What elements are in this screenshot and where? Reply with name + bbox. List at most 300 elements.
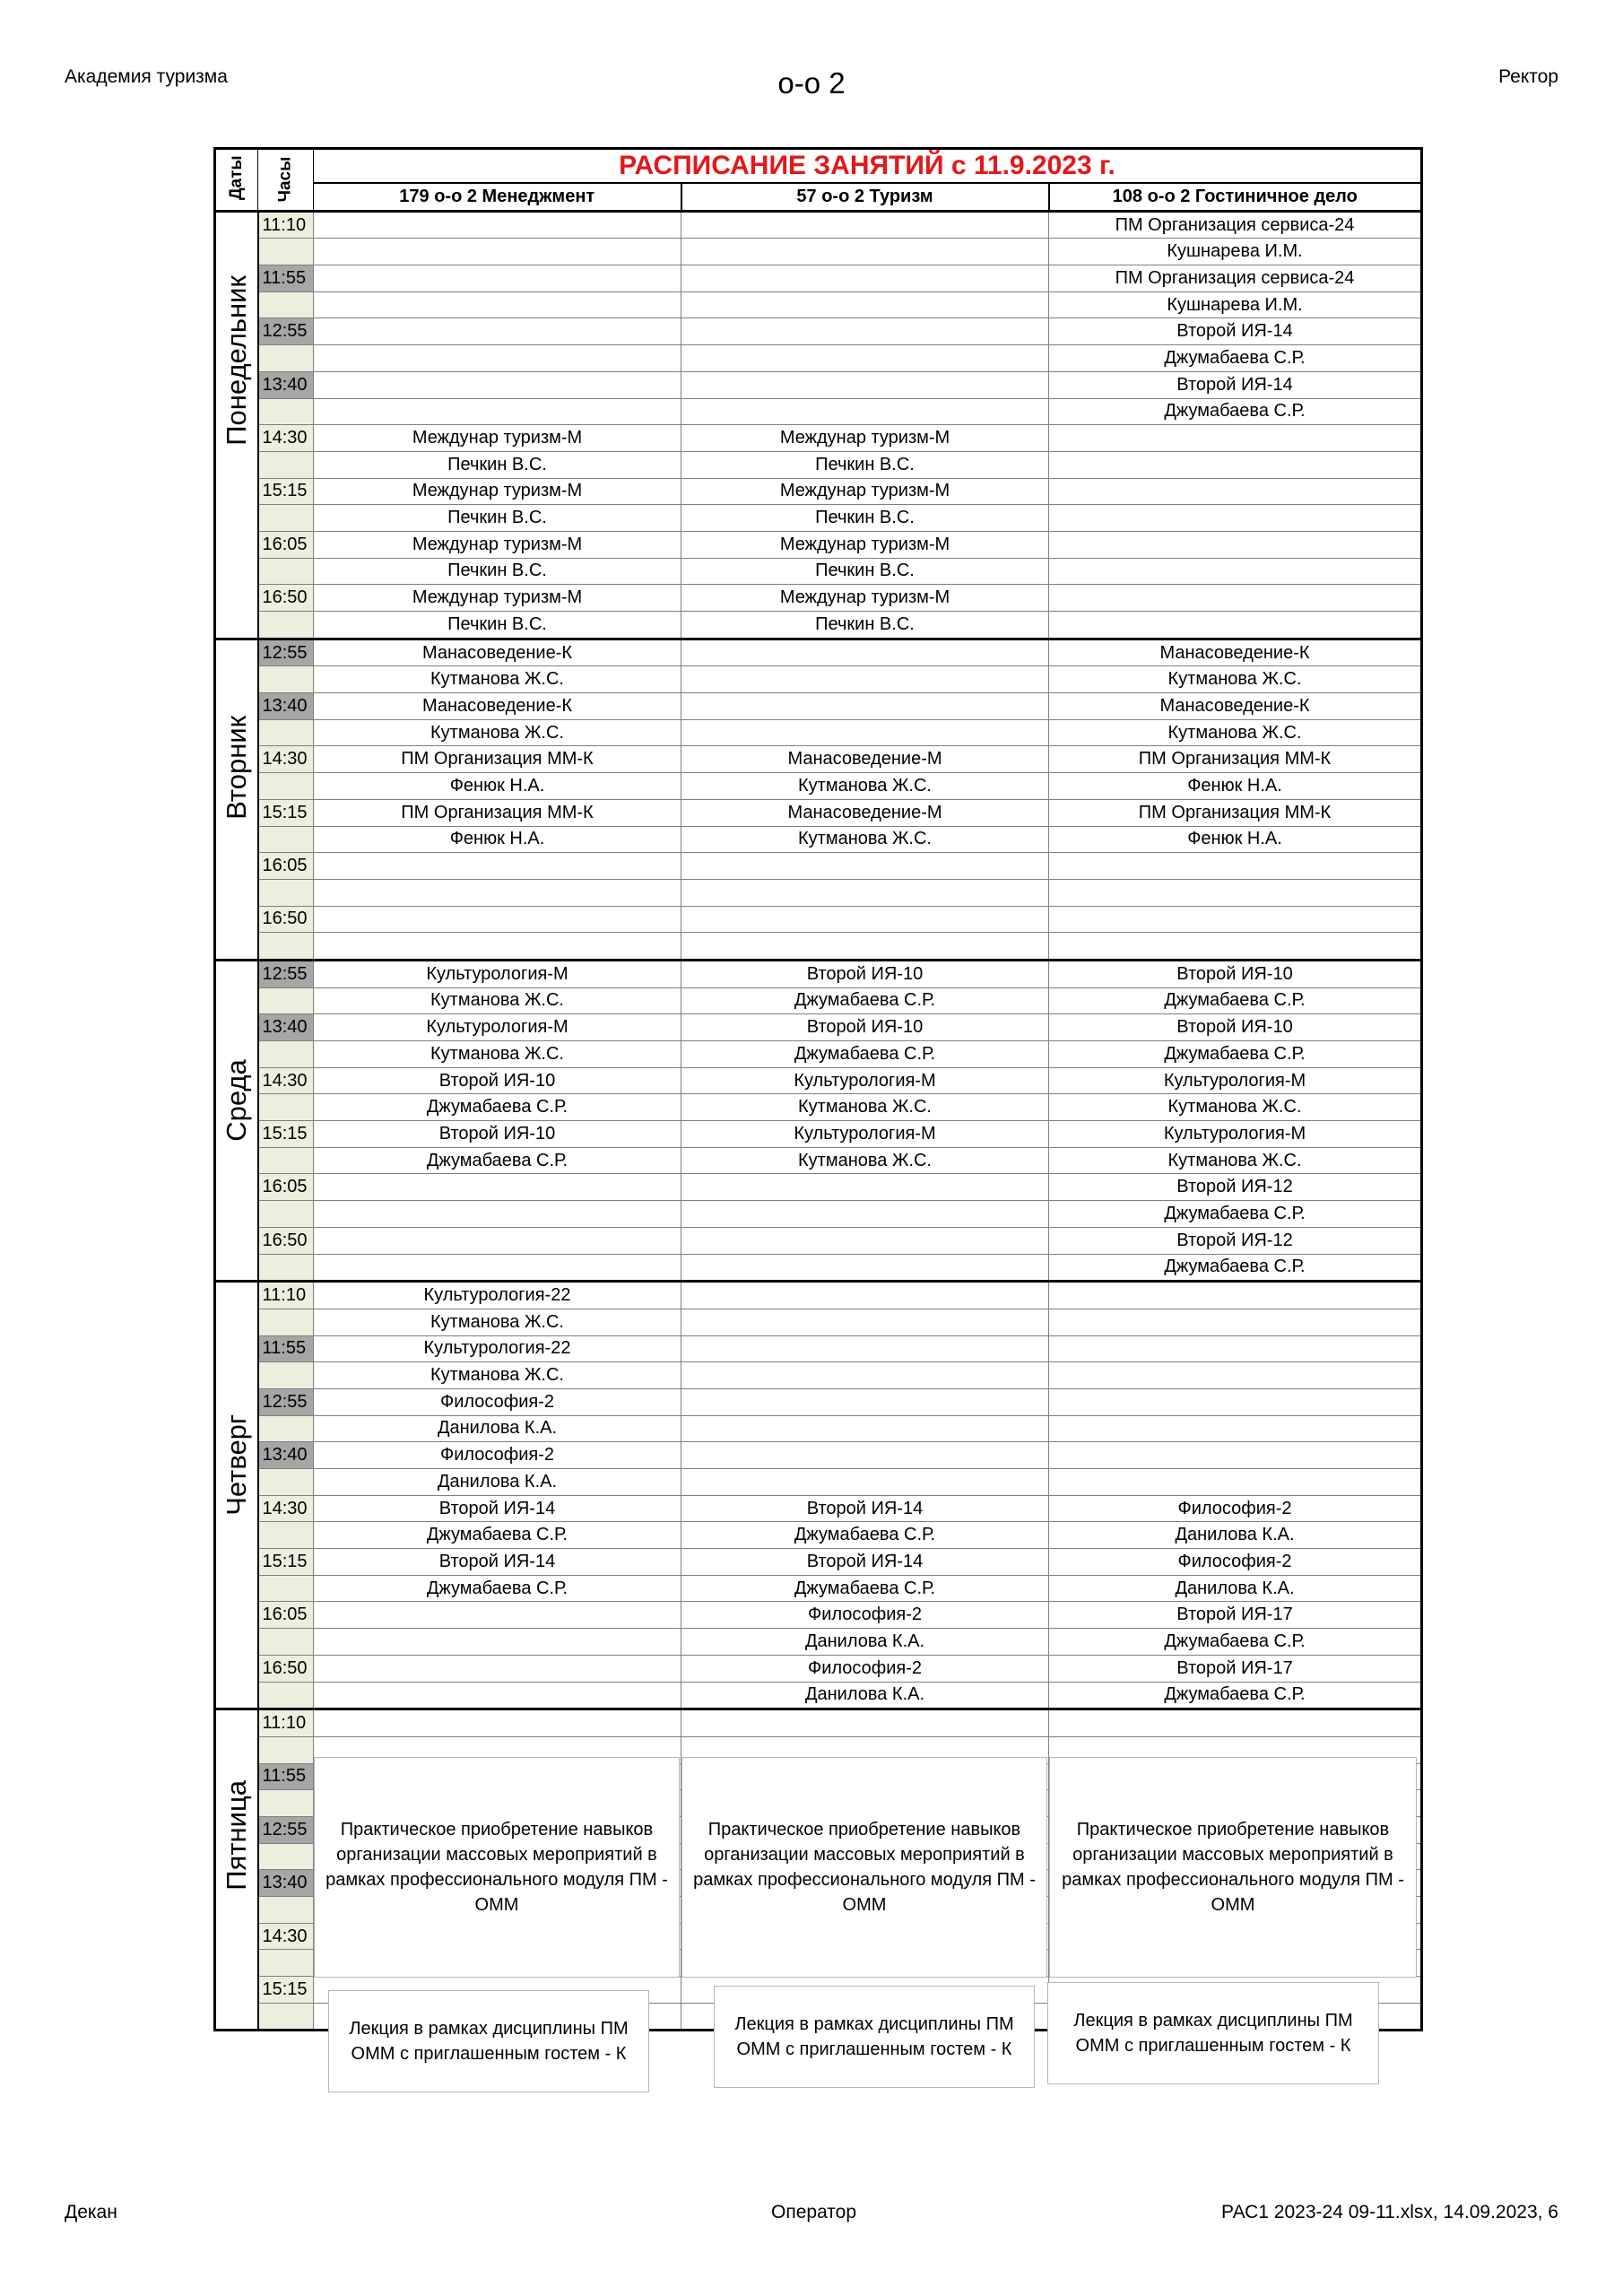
friday-practice-3: Практическое приобретение навыков организации массовых мероприятий в рамках профессионального модуля ПМ - ОММ bbox=[1049, 1757, 1417, 1978]
teacher-cell bbox=[1049, 558, 1422, 585]
subject-cell: Междунар туризм-М bbox=[314, 425, 681, 452]
teacher-cell: Кушнарева И.М. bbox=[1049, 291, 1422, 318]
teacher-cell bbox=[314, 879, 681, 906]
subject-cell: ПМ Организация сервиса-24 bbox=[1049, 211, 1422, 239]
teacher-cell: Печкин В.С. bbox=[314, 558, 681, 585]
time-cell: 16:50 bbox=[258, 585, 314, 612]
subject-cell: Второй ИЯ-10 bbox=[681, 1014, 1049, 1041]
subject-cell: Манасоведение-К bbox=[314, 693, 681, 720]
operator-label: Оператор bbox=[771, 2202, 857, 2222]
time-cell: 16:05 bbox=[258, 1602, 314, 1629]
slot-row bbox=[215, 478, 1422, 505]
time-cell: 15:15 bbox=[258, 478, 314, 505]
slot-row-teacher bbox=[215, 719, 1422, 746]
slot-row bbox=[215, 1121, 1422, 1148]
slot-row bbox=[215, 1282, 1422, 1309]
slot-row bbox=[215, 211, 1422, 239]
slot-row-teacher bbox=[215, 1147, 1422, 1174]
teacher-cell bbox=[681, 1201, 1049, 1228]
time-cell-empty bbox=[258, 1522, 314, 1549]
teacher-cell bbox=[681, 1415, 1049, 1442]
slot-row bbox=[215, 265, 1422, 292]
teacher-cell bbox=[681, 1469, 1049, 1496]
teacher-cell bbox=[314, 398, 681, 425]
slot-row-teacher bbox=[215, 1254, 1422, 1282]
time-cell: 16:05 bbox=[258, 531, 314, 558]
teacher-cell: Джумабаева С.Р. bbox=[681, 1041, 1049, 1068]
teacher-cell: Джумабаева С.Р. bbox=[1049, 1201, 1422, 1228]
subject-cell bbox=[314, 906, 681, 933]
slot-row bbox=[215, 1602, 1422, 1629]
slot-row-teacher bbox=[215, 505, 1422, 532]
subject-cell bbox=[681, 371, 1049, 398]
teacher-cell bbox=[681, 291, 1049, 318]
slot-row-teacher bbox=[215, 987, 1422, 1014]
time-cell: 12:55 bbox=[258, 318, 314, 345]
time-cell: 15:15 bbox=[258, 1549, 314, 1576]
teacher-cell: Кутманова Ж.С. bbox=[1049, 719, 1422, 746]
subject-cell: Междунар туризм-М bbox=[314, 531, 681, 558]
subject-cell: Междунар туризм-М bbox=[314, 478, 681, 505]
slot-row-teacher bbox=[215, 1469, 1422, 1496]
time-cell-empty bbox=[258, 398, 314, 425]
slot-row-teacher bbox=[215, 1094, 1422, 1121]
slot-row bbox=[215, 1174, 1422, 1201]
time-cell-empty bbox=[258, 879, 314, 906]
subject-cell: Второй ИЯ-10 bbox=[681, 960, 1049, 987]
day-name: Четверг bbox=[220, 1413, 252, 1516]
day-cell bbox=[215, 960, 258, 1281]
time-cell-empty bbox=[258, 1041, 314, 1068]
subject-cell: Философия-2 bbox=[314, 1388, 681, 1415]
slot-row bbox=[215, 371, 1422, 398]
subject-cell: Манасоведение-М bbox=[681, 746, 1049, 773]
slot-row-teacher bbox=[215, 1201, 1422, 1228]
subject-cell bbox=[314, 371, 681, 398]
subject-cell bbox=[1049, 1709, 1422, 1737]
teacher-cell: Печкин В.С. bbox=[681, 451, 1049, 478]
subject-cell: Культурология-М bbox=[1049, 1121, 1422, 1148]
subject-cell: Второй ИЯ-14 bbox=[681, 1495, 1049, 1522]
time-cell: 11:55 bbox=[258, 265, 314, 292]
subject-cell bbox=[314, 265, 681, 292]
subject-cell: Междунар туризм-М bbox=[681, 531, 1049, 558]
slot-row bbox=[215, 693, 1422, 720]
dates-header-label: Даты bbox=[227, 155, 246, 201]
subject-cell bbox=[681, 265, 1049, 292]
subject-cell: Второй ИЯ-12 bbox=[1049, 1174, 1422, 1201]
subject-cell bbox=[314, 1602, 681, 1629]
subject-cell bbox=[1049, 906, 1422, 933]
subject-cell bbox=[681, 1282, 1049, 1309]
teacher-cell: Джумабаева С.Р. bbox=[681, 1575, 1049, 1602]
slot-row bbox=[215, 746, 1422, 773]
time-cell-empty bbox=[258, 345, 314, 372]
subject-cell: Второй ИЯ-10 bbox=[1049, 1014, 1422, 1041]
group-header: 108 о-о 2 Гостиничное дело bbox=[1049, 183, 1422, 211]
time-cell: 14:30 bbox=[258, 1923, 314, 1950]
subject-cell bbox=[314, 1709, 681, 1737]
slot-row-teacher bbox=[215, 612, 1422, 639]
subject-cell: Манасоведение-М bbox=[681, 799, 1049, 826]
time-cell: 15:15 bbox=[258, 799, 314, 826]
subject-cell bbox=[1049, 1335, 1422, 1362]
teacher-cell: Джумабаева С.Р. bbox=[314, 1522, 681, 1549]
teacher-cell: Кутманова Ж.С. bbox=[314, 719, 681, 746]
teacher-cell bbox=[314, 1201, 681, 1228]
subject-cell: Культурология-М bbox=[1049, 1067, 1422, 1094]
teacher-cell: Кутманова Ж.С. bbox=[1049, 1094, 1422, 1121]
time-cell: 15:15 bbox=[258, 1121, 314, 1148]
slot-row bbox=[215, 853, 1422, 880]
subject-cell bbox=[1049, 1388, 1422, 1415]
slot-row bbox=[215, 1388, 1422, 1415]
teacher-cell: Кутманова Ж.С. bbox=[681, 1094, 1049, 1121]
time-cell: 13:40 bbox=[258, 1014, 314, 1041]
subject-cell: Второй ИЯ-14 bbox=[1049, 318, 1422, 345]
day-name: Понедельник bbox=[220, 274, 252, 446]
subject-cell bbox=[314, 1227, 681, 1254]
subject-cell: Манасоведение-К bbox=[1049, 639, 1422, 666]
teacher-cell: Фенюк Н.А. bbox=[1049, 773, 1422, 800]
subject-cell: Междунар туризм-М bbox=[314, 585, 681, 612]
subject-cell: Междунар туризм-М bbox=[681, 585, 1049, 612]
slot-row bbox=[215, 531, 1422, 558]
subject-cell: Философия-2 bbox=[681, 1602, 1049, 1629]
teacher-cell: Кутманова Ж.С. bbox=[314, 1309, 681, 1335]
time-cell-empty bbox=[258, 1469, 314, 1496]
subject-cell bbox=[1049, 425, 1422, 452]
subject-cell: Междунар туризм-М bbox=[681, 478, 1049, 505]
teacher-cell: Кутманова Ж.С. bbox=[681, 1147, 1049, 1174]
hours-header-label: Часы bbox=[275, 156, 295, 203]
subject-cell bbox=[681, 1335, 1049, 1362]
day-name: Пятница bbox=[220, 1779, 252, 1891]
subject-cell: Культурология-22 bbox=[314, 1335, 681, 1362]
subject-cell bbox=[1049, 1282, 1422, 1309]
teacher-cell: Джумабаева С.Р. bbox=[1049, 1254, 1422, 1282]
teacher-cell: Кушнарева И.М. bbox=[1049, 239, 1422, 265]
teacher-cell: Данилова К.А. bbox=[1049, 1575, 1422, 1602]
slot-row-teacher bbox=[215, 1041, 1422, 1068]
teacher-cell bbox=[681, 345, 1049, 372]
teacher-cell: Данилова К.А. bbox=[681, 1629, 1049, 1656]
subject-cell bbox=[681, 693, 1049, 720]
teacher-cell: Печкин В.С. bbox=[681, 558, 1049, 585]
slot-row-teacher bbox=[215, 239, 1422, 265]
time-cell: 11:10 bbox=[258, 1282, 314, 1309]
time-cell: 11:10 bbox=[258, 211, 314, 239]
hours-header bbox=[258, 149, 314, 212]
subject-cell: Второй ИЯ-14 bbox=[314, 1549, 681, 1576]
subject-cell: Философия-2 bbox=[681, 1655, 1049, 1682]
teacher-cell bbox=[1049, 1309, 1422, 1335]
time-cell-empty bbox=[258, 1575, 314, 1602]
time-cell: 11:55 bbox=[258, 1335, 314, 1362]
file-info: РАС1 2023-24 09-11.xlsx, 14.09.2023, 6 bbox=[1220, 2202, 1558, 2222]
time-cell: 15:15 bbox=[258, 1977, 314, 2004]
time-cell: 12:55 bbox=[258, 1816, 314, 1843]
subject-cell: Второй ИЯ-10 bbox=[1049, 960, 1422, 987]
header-row-groups bbox=[215, 183, 1422, 211]
time-cell-empty bbox=[258, 1950, 314, 1977]
time-cell-empty bbox=[258, 2003, 314, 2031]
teacher-cell: Данилова К.А. bbox=[681, 1682, 1049, 1709]
time-cell: 16:50 bbox=[258, 1655, 314, 1682]
teacher-cell bbox=[681, 666, 1049, 693]
slot-row-teacher bbox=[215, 1309, 1422, 1335]
teacher-cell: Фенюк Н.А. bbox=[314, 826, 681, 853]
slot-row bbox=[215, 1227, 1422, 1254]
teacher-cell bbox=[314, 1682, 681, 1709]
teacher-cell: Джумабаева С.Р. bbox=[314, 1575, 681, 1602]
subject-cell: Второй ИЯ-17 bbox=[1049, 1655, 1422, 1682]
time-cell-empty bbox=[258, 666, 314, 693]
time-cell-empty bbox=[258, 1682, 314, 1709]
subject-cell: Культурология-М bbox=[314, 960, 681, 987]
subject-cell: ПМ Организация ММ-К bbox=[314, 746, 681, 773]
teacher-cell bbox=[1049, 451, 1422, 478]
time-cell: 12:55 bbox=[258, 639, 314, 666]
teacher-cell bbox=[1049, 1362, 1422, 1389]
page-title: о-о 2 bbox=[777, 66, 846, 100]
slot-row bbox=[215, 1549, 1422, 1576]
time-cell: 16:50 bbox=[258, 1227, 314, 1254]
dates-header bbox=[215, 149, 258, 212]
teacher-cell: Печкин В.С. bbox=[681, 612, 1049, 639]
slot-row-teacher bbox=[215, 1575, 1422, 1602]
time-cell-empty bbox=[258, 505, 314, 532]
time-cell-empty bbox=[258, 826, 314, 853]
subject-cell: Культурология-22 bbox=[314, 1282, 681, 1309]
teacher-cell: Печкин В.С. bbox=[314, 451, 681, 478]
time-cell: 14:30 bbox=[258, 746, 314, 773]
subject-cell bbox=[1049, 531, 1422, 558]
teacher-cell bbox=[1049, 612, 1422, 639]
time-cell: 16:05 bbox=[258, 853, 314, 880]
time-cell-empty bbox=[258, 1736, 314, 1763]
time-cell-empty bbox=[258, 1309, 314, 1335]
slot-row-teacher bbox=[215, 451, 1422, 478]
slot-row-teacher bbox=[215, 933, 1422, 961]
teacher-cell bbox=[681, 1362, 1049, 1389]
subject-cell: Второй ИЯ-10 bbox=[314, 1067, 681, 1094]
subject-cell bbox=[1049, 478, 1422, 505]
time-cell-empty bbox=[258, 987, 314, 1014]
time-cell-empty bbox=[258, 1094, 314, 1121]
subject-cell: Культурология-М bbox=[314, 1014, 681, 1041]
subject-cell: Второй ИЯ-14 bbox=[314, 1495, 681, 1522]
subject-cell bbox=[314, 318, 681, 345]
slot-row-teacher bbox=[215, 879, 1422, 906]
teacher-cell: Данилова К.А. bbox=[314, 1415, 681, 1442]
subject-cell bbox=[314, 1655, 681, 1682]
time-cell-empty bbox=[258, 719, 314, 746]
subject-cell bbox=[314, 853, 681, 880]
teacher-cell bbox=[1049, 1469, 1422, 1496]
teacher-cell: Кутманова Ж.С. bbox=[314, 666, 681, 693]
subject-cell bbox=[681, 1388, 1049, 1415]
schedule-sheet bbox=[213, 147, 1420, 2089]
rector-label: Ректор bbox=[1498, 66, 1558, 87]
slot-row bbox=[215, 906, 1422, 933]
slot-row-teacher bbox=[215, 398, 1422, 425]
subject-cell: Философия-2 bbox=[1049, 1495, 1422, 1522]
time-cell-empty bbox=[258, 1147, 314, 1174]
teacher-cell bbox=[314, 933, 681, 961]
time-cell: 13:40 bbox=[258, 371, 314, 398]
time-cell-empty bbox=[258, 612, 314, 639]
teacher-cell: Джумабаева С.Р. bbox=[1049, 1682, 1422, 1709]
teacher-cell: Кутманова Ж.С. bbox=[314, 1041, 681, 1068]
teacher-cell: Данилова К.А. bbox=[1049, 1522, 1422, 1549]
time-cell: 14:30 bbox=[258, 1495, 314, 1522]
slot-row bbox=[215, 799, 1422, 826]
day-name: Среда bbox=[220, 1058, 252, 1142]
teacher-cell: Кутманова Ж.С. bbox=[681, 773, 1049, 800]
time-cell-empty bbox=[258, 1201, 314, 1228]
subject-cell: Второй ИЯ-12 bbox=[1049, 1227, 1422, 1254]
subject-cell: Манасоведение-К bbox=[1049, 693, 1422, 720]
teacher-cell bbox=[314, 291, 681, 318]
teacher-cell bbox=[681, 719, 1049, 746]
slot-row-teacher bbox=[215, 773, 1422, 800]
teacher-cell bbox=[681, 879, 1049, 906]
subject-cell bbox=[681, 211, 1049, 239]
subject-cell: Культурология-М bbox=[681, 1067, 1049, 1094]
slot-row bbox=[215, 1442, 1422, 1469]
subject-cell bbox=[681, 1442, 1049, 1469]
day-name: Вторник bbox=[220, 716, 252, 821]
teacher-cell: Джумабаева С.Р. bbox=[1049, 398, 1422, 425]
time-cell-empty bbox=[258, 1415, 314, 1442]
time-cell-empty bbox=[258, 558, 314, 585]
slot-row-teacher bbox=[215, 826, 1422, 853]
day-cell bbox=[215, 1709, 258, 2031]
slot-row bbox=[215, 1655, 1422, 1682]
institution-name: Академия туризма bbox=[65, 66, 228, 87]
day-cell bbox=[215, 1282, 258, 1709]
time-cell: 14:30 bbox=[258, 425, 314, 452]
teacher-cell: Джумабаева С.Р. bbox=[1049, 987, 1422, 1014]
teacher-cell bbox=[314, 239, 681, 265]
slot-row bbox=[215, 318, 1422, 345]
teacher-cell bbox=[314, 345, 681, 372]
subject-cell: ПМ Организация сервиса-24 bbox=[1049, 265, 1422, 292]
slot-row bbox=[215, 1335, 1422, 1362]
subject-cell: Культурология-М bbox=[681, 1121, 1049, 1148]
dean-label: Декан bbox=[65, 2202, 117, 2222]
time-cell-empty bbox=[258, 1362, 314, 1389]
subject-cell bbox=[681, 906, 1049, 933]
subject-cell bbox=[681, 639, 1049, 666]
time-cell-empty bbox=[258, 1790, 314, 1817]
teacher-cell: Фенюк Н.А. bbox=[1049, 826, 1422, 853]
friday-lecture-3: Лекция в рамках дисциплины ПМ ОММ с приглашенным гостем - К bbox=[1047, 1982, 1379, 2084]
day-cell bbox=[215, 211, 258, 639]
friday-lecture-2: Лекция в рамках дисциплины ПМ ОММ с приглашенным гостем - К bbox=[714, 1986, 1035, 2088]
teacher-cell: Кутманова Ж.С. bbox=[1049, 666, 1422, 693]
teacher-cell: Джумабаева С.Р. bbox=[1049, 345, 1422, 372]
time-cell: 14:30 bbox=[258, 1067, 314, 1094]
teacher-cell: Кутманова Ж.С. bbox=[1049, 1147, 1422, 1174]
time-cell: 16:05 bbox=[258, 1174, 314, 1201]
teacher-cell bbox=[1049, 933, 1422, 961]
subject-cell: ПМ Организация ММ-К bbox=[1049, 746, 1422, 773]
teacher-cell: Кутманова Ж.С. bbox=[314, 1362, 681, 1389]
time-cell-empty bbox=[258, 1843, 314, 1870]
teacher-cell: Джумабаева С.Р. bbox=[681, 1522, 1049, 1549]
time-cell: 13:40 bbox=[258, 1442, 314, 1469]
friday-practice-2: Практическое приобретение навыков организации массовых мероприятий в рамках профессионального модуля ПМ - ОММ bbox=[681, 1757, 1047, 1978]
slot-row-teacher bbox=[215, 291, 1422, 318]
slot-row-teacher bbox=[215, 1362, 1422, 1389]
subject-cell bbox=[1049, 853, 1422, 880]
subject-cell: Второй ИЯ-10 bbox=[314, 1121, 681, 1148]
slot-row-teacher bbox=[215, 1522, 1422, 1549]
time-cell-empty bbox=[258, 291, 314, 318]
time-cell: 13:40 bbox=[258, 693, 314, 720]
subject-cell: Междунар туризм-М bbox=[681, 425, 1049, 452]
teacher-cell: Кутманова Ж.С. bbox=[314, 987, 681, 1014]
time-cell-empty bbox=[258, 451, 314, 478]
subject-cell: Манасоведение-К bbox=[314, 639, 681, 666]
teacher-cell bbox=[681, 1309, 1049, 1335]
slot-row bbox=[215, 960, 1422, 987]
subject-cell: ПМ Организация ММ-К bbox=[314, 799, 681, 826]
teacher-cell: Кутманова Ж.С. bbox=[681, 826, 1049, 853]
teacher-cell bbox=[1049, 505, 1422, 532]
slot-row-teacher bbox=[215, 1682, 1422, 1709]
teacher-cell: Данилова К.А. bbox=[314, 1469, 681, 1496]
slot-row-teacher bbox=[215, 666, 1422, 693]
group-header: 57 о-о 2 Туризм bbox=[681, 183, 1049, 211]
subject-cell bbox=[314, 211, 681, 239]
subject-cell bbox=[681, 1174, 1049, 1201]
slot-row bbox=[215, 1067, 1422, 1094]
teacher-cell: Печкин В.С. bbox=[681, 505, 1049, 532]
teacher-cell bbox=[314, 1629, 681, 1656]
slot-row-teacher bbox=[215, 1415, 1422, 1442]
friday-practice-1: Практическое приобретение навыков организации массовых мероприятий в рамках профессионального модуля ПМ - ОММ bbox=[314, 1757, 680, 1978]
teacher-cell: Печкин В.С. bbox=[314, 612, 681, 639]
time-cell: 16:50 bbox=[258, 906, 314, 933]
subject-cell: ПМ Организация ММ-К bbox=[1049, 799, 1422, 826]
teacher-cell bbox=[1049, 1415, 1422, 1442]
time-cell: 13:40 bbox=[258, 1870, 314, 1897]
teacher-cell bbox=[681, 1254, 1049, 1282]
subject-cell bbox=[1049, 585, 1422, 612]
subject-cell: Второй ИЯ-14 bbox=[681, 1549, 1049, 1576]
teacher-cell: Фенюк Н.А. bbox=[314, 773, 681, 800]
slot-row-teacher bbox=[215, 345, 1422, 372]
time-cell-empty bbox=[258, 239, 314, 265]
teacher-cell bbox=[681, 239, 1049, 265]
slot-row bbox=[215, 585, 1422, 612]
teacher-cell: Джумабаева С.Р. bbox=[1049, 1629, 1422, 1656]
group-header: 179 о-о 2 Менеджмент bbox=[314, 183, 681, 211]
slot-row-teacher bbox=[215, 1629, 1422, 1656]
teacher-cell bbox=[681, 398, 1049, 425]
time-cell: 12:55 bbox=[258, 1388, 314, 1415]
schedule-title: РАСПИСАНИЕ ЗАНЯТИЙ с 11.9.2023 г. bbox=[314, 149, 1422, 184]
time-cell: 11:55 bbox=[258, 1763, 314, 1790]
subject-cell bbox=[681, 1227, 1049, 1254]
time-cell: 12:55 bbox=[258, 960, 314, 987]
header-row-title bbox=[215, 149, 1422, 184]
time-cell: 11:10 bbox=[258, 1709, 314, 1737]
time-cell-empty bbox=[258, 933, 314, 961]
